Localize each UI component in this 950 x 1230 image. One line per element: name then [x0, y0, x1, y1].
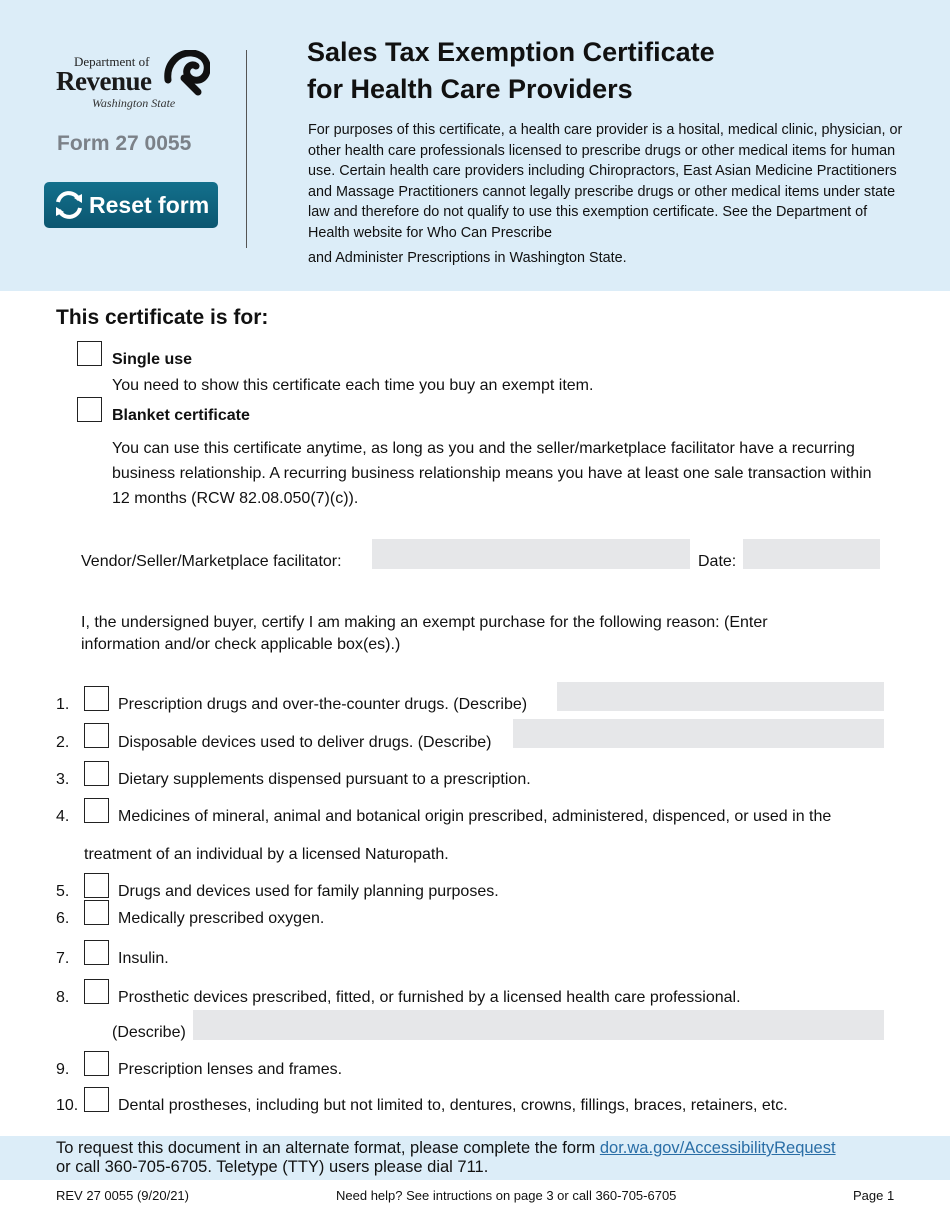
title-line-2: for Health Care Providers: [307, 74, 633, 104]
reason-6-number: 6.: [56, 910, 70, 927]
reason-8-describe-label: (Describe): [112, 1024, 186, 1041]
certificate-heading: This certificate is for:: [56, 306, 269, 329]
reason-5-number: 5.: [56, 883, 70, 900]
logo-state-text: Washington State: [92, 96, 176, 110]
revision-code: REV 27 0055 (9/20/21): [56, 1188, 189, 1203]
logo-revenue-text: Revenue: [56, 66, 152, 96]
reason-3-checkbox[interactable]: [84, 761, 109, 786]
single-use-label: Single use: [112, 351, 193, 368]
reason-8-number: 8.: [56, 989, 70, 1006]
accessibility-link[interactable]: dor.wa.gov/AccessibilityRequest: [599, 1139, 836, 1157]
reason-9-text: Prescription lenses and frames.: [118, 1061, 343, 1078]
vendor-label: Vendor/Seller/Marketplace facilitator:: [81, 553, 342, 570]
reason-6-checkbox[interactable]: [84, 900, 109, 925]
vendor-input[interactable]: [372, 539, 690, 569]
reset-form-label: Reset form: [89, 191, 210, 218]
single-use-checkbox[interactable]: [77, 341, 102, 366]
accessibility-notice: [56, 1139, 926, 1177]
help-text: Need help? See intructions on page 3 or call 360-705-6705: [336, 1188, 677, 1203]
reason-4-number: 4.: [56, 808, 70, 825]
blanket-label: Blanket certificate: [112, 407, 250, 424]
single-use-description: You need to show this certificate each time you buy an exempt item.: [112, 377, 594, 394]
reset-form-button[interactable]: [44, 182, 218, 228]
intro-text: For purposes of this certificate, a health care provider is a hosital, medical clinic, physician, or other health care professionals licensed to prescribe drugs or other medical items for human use. Certain health care providers including Chiropractors, East Asian Medicine Practitioners and Massage Practitioners cannot legally prescribe drugs or other medical items under state law and therefore do not qualify to use this exemption certificate. See the Department of Health website for Who Can Prescribe: [308, 122, 903, 241]
reason-10-checkbox[interactable]: [84, 1087, 109, 1112]
certify-statement: I, the undersigned buyer, certify I am making an exempt purchase for the following reason: (Enter information and/or check applicable box(es).): [81, 614, 768, 653]
reason-5-text: Drugs and devices used for family planning purposes.: [118, 883, 499, 900]
reason-2-describe-input[interactable]: [513, 719, 884, 748]
reason-2-number: 2.: [56, 734, 70, 751]
reason-2-checkbox[interactable]: [84, 723, 109, 748]
title-line-1: Sales Tax Exemption Certificate: [307, 37, 715, 67]
reason-7-checkbox[interactable]: [84, 940, 109, 965]
reason-8-describe-input[interactable]: [193, 1010, 884, 1040]
reason-5-checkbox[interactable]: [84, 873, 109, 898]
blanket-checkbox[interactable]: [77, 397, 102, 422]
reason-9-number: 9.: [56, 1061, 70, 1078]
reason-3-text: Dietary supplements dispensed pursuant to a prescription.: [118, 771, 531, 788]
accessibility-text: To request this document in an alternate format, please complete the form: [56, 1139, 600, 1157]
date-label: Date:: [698, 553, 737, 570]
reason-4-checkbox[interactable]: [84, 798, 109, 823]
reason-9-checkbox[interactable]: [84, 1051, 109, 1076]
reason-1-describe-input[interactable]: [557, 682, 884, 711]
page-title: [307, 34, 715, 108]
reason-8-checkbox[interactable]: [84, 979, 109, 1004]
refresh-icon: [52, 188, 86, 222]
reason-1-text: Prescription drugs and over-the-counter drugs. (Describe): [118, 696, 528, 713]
page-number: Page 1: [853, 1188, 895, 1203]
intro-paragraph: [308, 120, 908, 269]
blanket-description: You can use this certificate anytime, as long as you and the seller/marketplace facilitator have a recurring business relationship. A recurring business relationship means you have at least one sale transaction within 12 months (RCW 82.08.050(7)(c)).: [112, 440, 872, 507]
dor-logo: [56, 50, 208, 112]
reason-6-text: Medically prescribed oxygen.: [118, 910, 325, 927]
header-divider: [246, 50, 247, 248]
reason-1-number: 1.: [56, 696, 70, 713]
form-number: Form 27 0055: [57, 132, 192, 155]
reason-2-text: Disposable devices used to deliver drugs. (Describe): [118, 734, 492, 751]
reason-4-text: Medicines of mineral, animal and botanical origin prescribed, administered, dispenced, or used in the: [118, 808, 832, 825]
reason-7-text: Insulin.: [118, 950, 169, 967]
reason-1-checkbox[interactable]: [84, 686, 109, 711]
date-input[interactable]: [743, 539, 880, 569]
accessibility-text-2: or call 360-705-6705. Teletype (TTY) users please dial 711.: [56, 1158, 489, 1176]
reason-4-text-continued: treatment of an individual by a licensed Naturopath.: [84, 846, 449, 863]
logo-dept-text: Department of: [74, 54, 150, 69]
reason-7-number: 7.: [56, 950, 70, 967]
intro-text-last: and Administer Prescriptions in Washington State.: [308, 250, 627, 266]
logo-swoosh-icon: [162, 50, 210, 96]
reason-10-number: 10.: [56, 1097, 79, 1114]
reason-10-text: Dental prostheses, including but not limited to, dentures, crowns, fillings, braces, retainers, etc.: [118, 1097, 788, 1114]
reason-3-number: 3.: [56, 771, 70, 788]
reason-8-text: Prosthetic devices prescribed, fitted, or furnished by a licensed health care professional.: [118, 989, 741, 1006]
